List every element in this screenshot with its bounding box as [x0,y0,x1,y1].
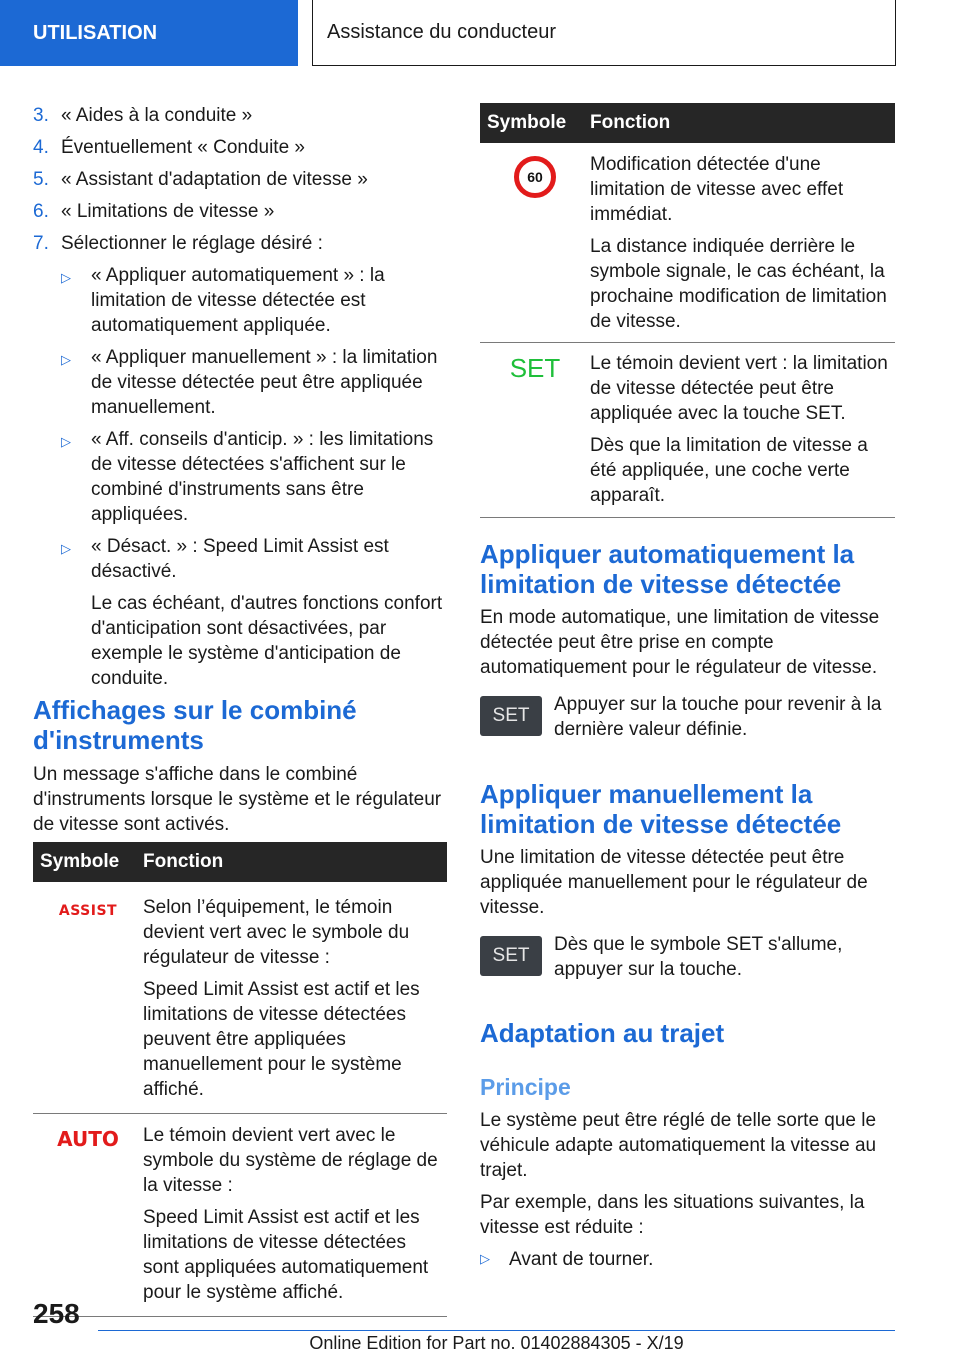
section-heading: Appliquer manuellement la limitation de vitesse détectée [480,779,842,839]
option-text: « Appliquer automatiquement » : la limitation de vitesse détectée est automatiquement appliquée. [91,265,385,336]
subsection-heading: Principe [480,1074,571,1100]
triangle-bullet-icon: ▷ [61,270,71,285]
column-header-symbol: Symbole [487,112,567,133]
table-row [33,1114,447,1317]
symbol-table-left [33,842,447,1317]
table-row [480,143,895,343]
list-item [61,427,449,527]
section-body: En mode automatique, une limitation de vitesse détectée peut être prise en compte automatiquement pour le régulateur de vitesse. [480,607,880,678]
assist-icon: ASSIST [58,903,118,919]
triangle-bullet-icon: ▷ [480,1251,490,1266]
section-body: Le système peut être réglé de telle sorte que le véhicule adapte automatiquement la vitesse au trajet. [480,1110,877,1181]
section-body: Un message s'affiche dans le combiné d'instruments lorsque le système et le régulateur de vitesse sont activés. [33,764,442,835]
bullet-text: Avant de tourner. [509,1249,654,1270]
step-text: « Assistant d'adaptation de vitesse » [61,169,368,190]
symbol-table-right [480,103,895,518]
page-number: 258 [33,1298,80,1329]
function-text: Speed Limit Assist est actif et les limitations de vitesse détectées sont appliquées automatiquement pour le système affiché. [143,1207,429,1303]
option-text: « Aff. conseils d'anticip. » : les limitations de vitesse détectées s'affichent sur le combiné d'instruments sans être appliquées. [91,429,434,525]
function-text: Selon l’équipement, le témoin devient vert avec le symbole du régulateur de vitesse : [143,897,410,968]
section-label: UTILISATION [0,0,298,66]
list-item [33,135,447,160]
auto-icon: AUTO [57,1127,119,1151]
button-description: Dès que le symbole SET s'allume, appuyer sur la touche. [554,934,843,980]
list-item [33,103,447,128]
triangle-bullet-icon: ▷ [61,434,71,449]
section-body: Par exemple, dans les situations suivantes, la vitesse est réduite : [480,1192,865,1238]
page-title: Assistance du conducteur [312,0,896,66]
options-list [61,263,449,698]
footer-divider [98,1330,895,1331]
step-text: « Aides à la conduite » [61,105,253,126]
column-header-function: Fonction [590,112,671,133]
step-number: 7. [33,233,49,254]
steps-list [33,103,447,263]
triangle-bullet-icon: ▷ [61,541,71,556]
section-heading: Appliquer automatiquement la limitation de vitesse détectée [480,539,855,599]
function-text: La distance indiquée derrière le symbole signale, le cas échéant, la prochaine modification de limitation de vitesse. [590,236,887,332]
section-heading: Affichages sur le combiné d'instruments [33,695,357,755]
list-item [33,167,447,192]
column-header-function: Fonction [143,851,224,872]
step-text: Éventuellement « Conduite » [61,137,305,158]
button-description: Appuyer sur la touche pour revenir à la dernière valeur définie. [554,694,882,740]
step-number: 5. [33,169,49,190]
step-number: 6. [33,201,49,222]
function-text: Modification détectée d'une limitation de vitesse avec effet immédiat. [590,154,844,225]
section-heading: Adaptation au trajet [480,1018,725,1048]
list-item [61,534,449,691]
list-item [33,199,447,224]
option-text: « Appliquer manuellement » : la limitation de vitesse détectée peut être appliquée manuellement. [91,347,438,418]
step-text: « Limitations de vitesse » [61,201,275,222]
table-header [480,103,895,143]
triangle-bullet-icon: ▷ [61,352,71,367]
speed-limit-sign-icon: 60 [514,156,556,198]
footer-edition: Online Edition for Part no. 01402884305 - X/19 [309,1333,684,1353]
option-note: Le cas échéant, d'autres fonctions confort d'anticipation sont désactivées, par exemple le système d'anticipation de conduite. [91,593,443,689]
step-number: 3. [33,105,49,126]
list-item [480,1247,895,1272]
column-header-symbol: Symbole [40,851,120,872]
list-item [61,345,449,420]
function-text: Le témoin devient vert : la limitation de vitesse détectée peut être appliquée avec la touche SET. [590,353,888,424]
step-number: 4. [33,137,49,158]
table-row [33,882,447,1114]
list-item [33,231,447,256]
set-green-icon: SET [509,353,561,383]
function-text: Le témoin devient vert avec le symbole du système de réglage de la vitesse : [143,1125,438,1196]
function-text: Dès que la limitation de vitesse a été appliquée, une coche verte apparaît. [590,435,868,506]
option-text: « Désact. » : Speed Limit Assist est désactivé. [91,536,389,582]
table-row [480,343,895,518]
list-item [61,263,449,338]
function-text: Speed Limit Assist est actif et les limitations de vitesse détectées peuvent être appliquées manuellement pour le système affiché. [143,979,420,1100]
set-button-icon: SET [480,936,542,976]
set-button-icon: SET [480,696,542,736]
step-text: Sélectionner le réglage désiré : [61,233,323,254]
section-body: Une limitation de vitesse détectée peut être appliquée manuellement pour le régulateur de vitesse. [480,847,868,918]
table-header [33,842,447,882]
